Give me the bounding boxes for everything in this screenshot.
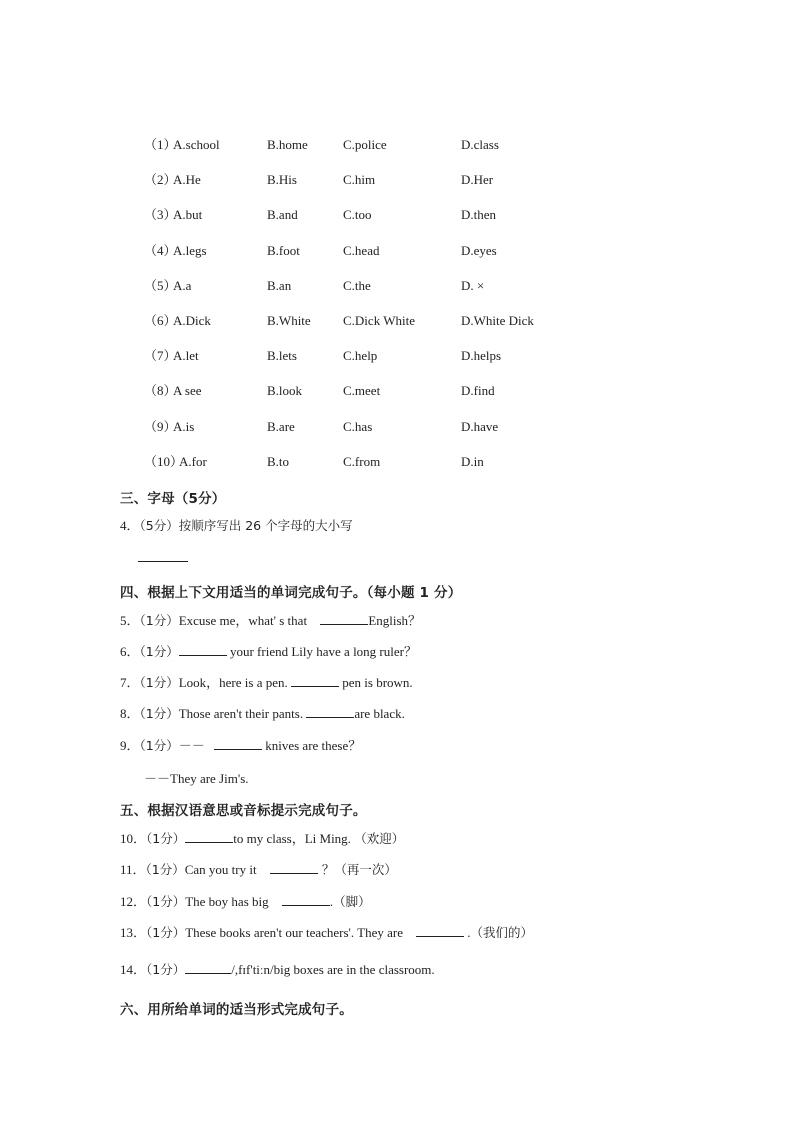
option-a[interactable]: A.is [173, 418, 195, 434]
section-4-title: 四、根据上下文用适当的单词完成句子。（每小题 1 分） [120, 585, 462, 601]
question-13 [120, 924, 533, 941]
answer-blank[interactable] [138, 549, 188, 562]
section-3-title: 三、字母（5分） [120, 491, 226, 507]
option-b[interactable]: B.foot [267, 242, 300, 258]
question-score: （1分） [139, 613, 179, 628]
question-10 [120, 830, 404, 847]
question-number: 7． [120, 675, 140, 690]
question-text-end: pen is brown. [339, 675, 413, 690]
option-a[interactable]: A.but [173, 207, 203, 223]
option-b[interactable]: B.home [267, 137, 308, 152]
choice-number: （10） [144, 453, 184, 469]
choice-number: （2） [144, 172, 177, 188]
choice-number: （5） [144, 277, 177, 293]
question-7 [120, 674, 413, 691]
question-5 [120, 612, 421, 629]
answer-blank[interactable] [282, 893, 330, 906]
answer-blank[interactable] [214, 737, 262, 750]
question-hint: （脚） [333, 894, 371, 909]
question-number: 12． [120, 894, 147, 909]
question-4 [120, 518, 353, 534]
option-a[interactable]: A see [173, 383, 202, 399]
option-d[interactable]: D.helps [461, 348, 502, 364]
question-text-end: /,fɪf'tiːn/big boxes are in the classroom. [231, 962, 435, 977]
question-8 [120, 705, 405, 722]
option-d[interactable]: D. × [461, 277, 485, 293]
option-d[interactable]: D.have [461, 418, 499, 434]
option-a[interactable]: A.Dick [173, 312, 211, 328]
question-number: 10． [120, 831, 147, 846]
question-score: （5分） [139, 518, 179, 533]
option-b[interactable]: B.lets [267, 348, 297, 364]
question-6 [120, 643, 417, 660]
question-number: 5． [120, 613, 140, 628]
option-a[interactable]: A.for [179, 453, 207, 469]
option-c[interactable]: C.from [343, 453, 381, 469]
question-text: Excuse me，what' s that [178, 613, 308, 628]
choice-number: （9） [144, 418, 177, 434]
option-c[interactable]: C.Dick White [343, 312, 415, 328]
question-text-end: . [329, 894, 334, 909]
section-5-title: 五、根据汉语意思或音标提示完成句子。 [120, 803, 367, 819]
answer-blank[interactable] [320, 612, 368, 625]
question-score: （1分） [139, 644, 179, 659]
choice-number: （6） [144, 312, 177, 328]
question-hint: （再一次） [334, 862, 397, 877]
question-12 [120, 893, 371, 910]
option-a[interactable]: A.school [173, 137, 220, 152]
question-9-answer: －－They are Jim's. [144, 771, 249, 786]
choice-number: （7） [144, 348, 177, 364]
question-text: Look，here is a pen. [178, 675, 291, 690]
option-d[interactable]: D.in [461, 453, 484, 469]
option-b[interactable]: B.and [267, 207, 298, 223]
question-number: 9． [120, 738, 140, 753]
question-score: （1分） [146, 925, 186, 940]
option-c[interactable]: C.has [343, 418, 373, 434]
option-d[interactable]: D.eyes [461, 242, 497, 258]
question-number: 4． [120, 518, 140, 533]
question-14 [120, 961, 435, 978]
question-text-end: English？ [368, 613, 422, 628]
question-number: 8． [120, 706, 140, 721]
question-number: 11． [120, 862, 146, 877]
option-a[interactable]: A.legs [173, 242, 207, 258]
question-text-end: . [467, 925, 471, 940]
option-c[interactable]: C.help [343, 348, 378, 364]
option-c[interactable]: C.him [343, 172, 376, 188]
question-hint: （我们的） [470, 925, 534, 940]
option-a[interactable]: A.let [173, 348, 199, 364]
choice-number: （8） [144, 383, 177, 399]
question-text: 按顺序写出 26 个字母的大小写 [178, 518, 353, 533]
question-text: The boy has big [185, 894, 269, 909]
question-text: －－ [178, 738, 205, 753]
question-score: （1分） [139, 706, 179, 721]
option-b[interactable]: B.are [267, 418, 295, 434]
question-score: （1分） [146, 962, 186, 977]
question-number: 13． [120, 925, 147, 940]
choice-number: （4） [144, 242, 177, 258]
option-b[interactable]: B.look [267, 383, 303, 399]
question-number: 14． [120, 962, 147, 977]
question-text-end: knives are these？ [261, 738, 362, 753]
option-c[interactable]: C.meet [343, 383, 381, 399]
section-6-title: 六、用所给单词的适当形式完成句子。 [120, 1002, 353, 1018]
question-text-end: ？ [321, 862, 335, 877]
question-text-end: your friend Lily have a long ruler？ [226, 644, 417, 659]
question-text: Those aren't their pants. [178, 706, 307, 721]
option-d[interactable]: D.then [461, 207, 497, 223]
question-score: （1分） [146, 894, 186, 909]
option-a[interactable]: A.a [173, 277, 192, 293]
question-text-end: to my class，Li Ming. [233, 831, 351, 846]
question-text-end: are black. [354, 706, 405, 721]
answer-blank[interactable] [185, 830, 233, 843]
question-text: These books aren't our teachers'. They are [185, 925, 403, 940]
answer-blank[interactable] [185, 961, 231, 974]
option-c[interactable]: C.the [343, 277, 371, 293]
option-c[interactable]: C.head [343, 242, 380, 258]
option-d[interactable]: D.Her [461, 172, 494, 188]
option-a[interactable]: A.He [173, 172, 201, 188]
question-hint: （欢迎） [354, 831, 405, 846]
question-score: （1分） [139, 738, 179, 753]
answer-blank[interactable] [270, 861, 318, 874]
option-b[interactable]: B.an [267, 277, 292, 293]
question-number: 6． [120, 644, 140, 659]
question-score: （1分） [139, 675, 179, 690]
question-11 [120, 861, 397, 878]
question-text: Can you try it [184, 862, 257, 877]
answer-blank[interactable] [179, 643, 227, 656]
choice-number: （1） [144, 137, 177, 152]
option-d[interactable]: D.find [461, 383, 495, 399]
question-score: （1分） [146, 831, 186, 846]
answer-blank[interactable] [291, 674, 339, 687]
answer-blank[interactable] [306, 705, 354, 718]
question-score: （1分） [145, 862, 185, 877]
option-d[interactable]: D.class [461, 137, 499, 152]
option-b[interactable]: B.His [267, 172, 297, 188]
question-9 [120, 737, 361, 754]
option-d[interactable]: D.White Dick [461, 312, 534, 328]
choice-number: （3） [144, 207, 177, 223]
option-c[interactable]: C.too [343, 207, 372, 223]
option-b[interactable]: B.to [267, 453, 290, 469]
option-c[interactable]: C.police [343, 137, 387, 152]
answer-blank[interactable] [416, 924, 464, 937]
option-b[interactable]: B.White [267, 312, 311, 328]
